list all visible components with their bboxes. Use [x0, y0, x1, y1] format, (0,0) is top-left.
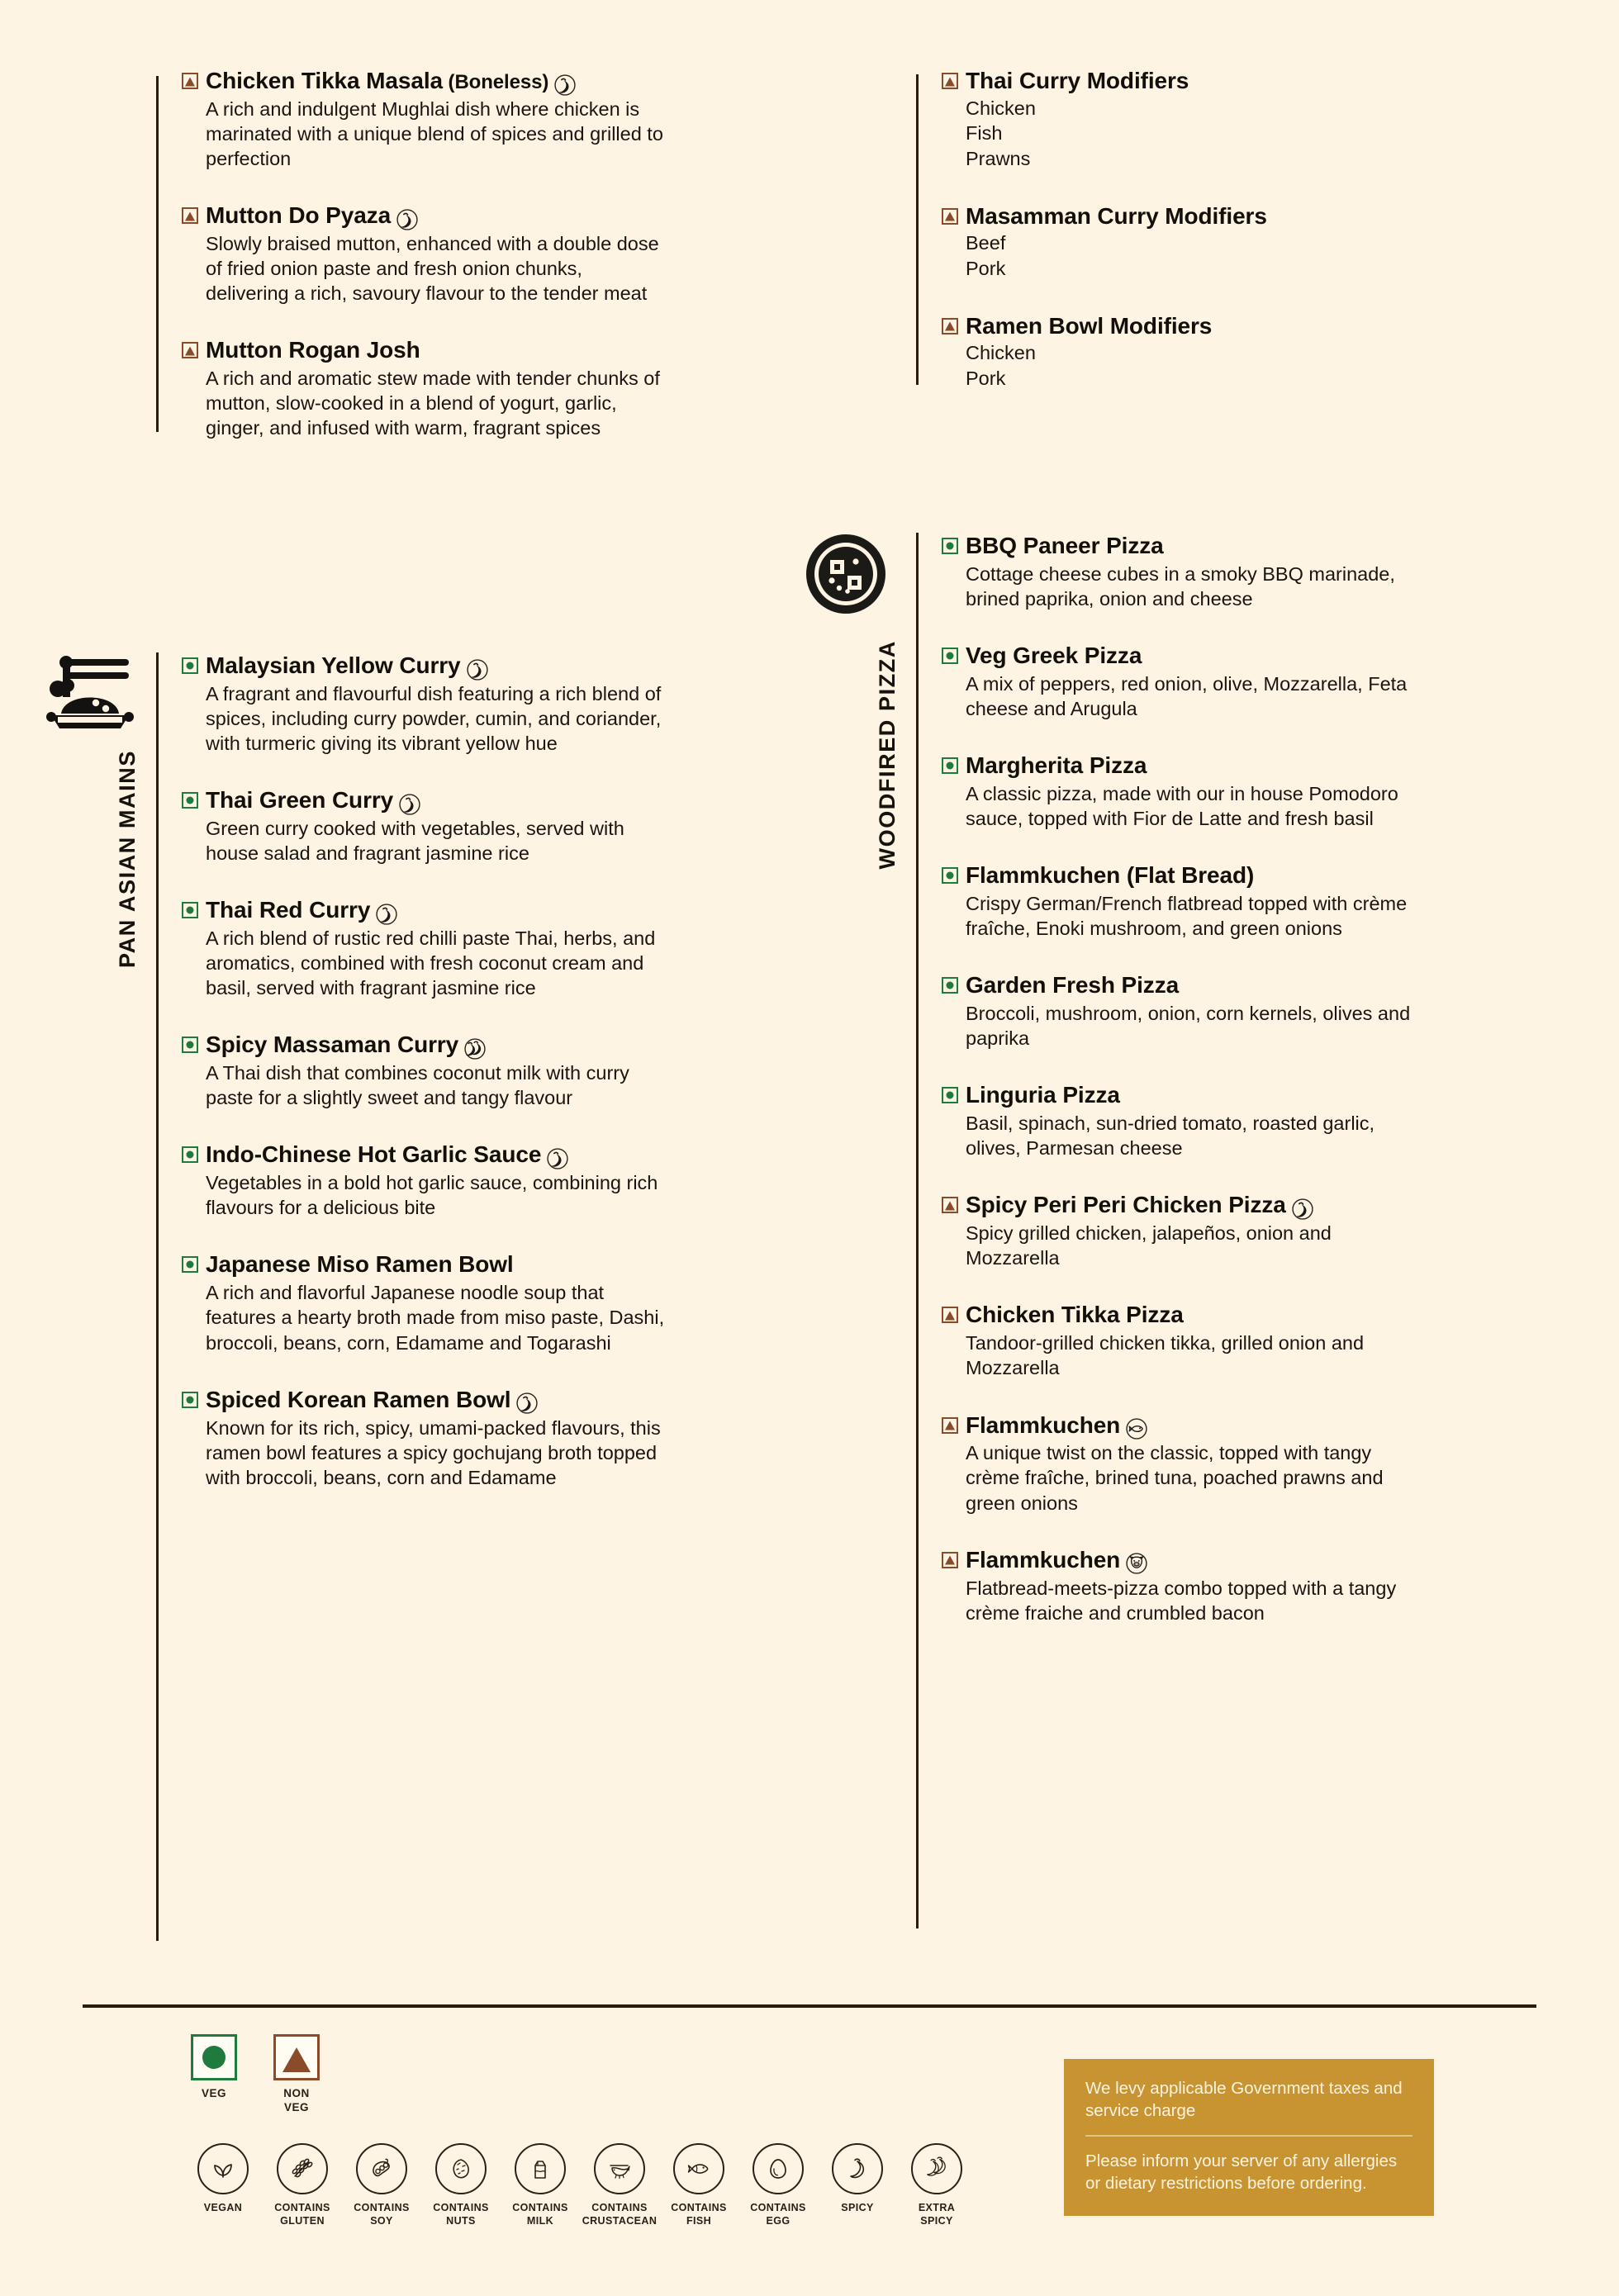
modifier-option: Pork — [966, 368, 1006, 389]
menu-item — [942, 313, 1561, 391]
veg-marker-icon — [182, 902, 198, 918]
menu-item — [942, 533, 1561, 611]
menu-item-description: Tandoor-grilled chicken tikka, grilled onion and Mozzarella — [966, 1332, 1365, 1379]
fish-icon — [673, 2143, 724, 2194]
menu-item-tags — [1126, 1553, 1147, 1574]
north-indian-mains-section — [58, 68, 801, 440]
section-divider — [156, 76, 159, 432]
modifiers-items-list — [919, 68, 1561, 391]
woodfired-pizza-title: WOODFIRED PIZZA — [875, 640, 900, 870]
section-divider — [916, 74, 919, 385]
menu-item-name: Malaysian Yellow Curry — [206, 652, 488, 679]
allergen-legend-label: CONTAINS NUTS — [433, 2202, 489, 2227]
modifier-options — [966, 230, 1561, 281]
menu-item-description: A rich and flavorful Japanese noodle soup that features a hearty broth made from miso paste, Dashi, broccoli, beans, corn, Edamame and Togarashi — [206, 1282, 665, 1354]
menu-item-tags — [547, 1148, 568, 1169]
menu-item — [182, 1251, 801, 1354]
pan-asian-mains-section — [58, 652, 801, 1941]
menu-item — [182, 202, 801, 306]
spicy-chilli-icon — [467, 659, 488, 681]
diet-legend-item — [271, 2034, 322, 2115]
veg-legend-icon — [191, 2034, 237, 2080]
veg-marker-icon — [182, 657, 198, 674]
menu-item-tags — [467, 659, 488, 681]
allergen-legend — [183, 2143, 976, 2228]
diet-legend-item — [188, 2034, 240, 2115]
menu-item-tags — [399, 794, 420, 815]
menu-item — [182, 1387, 801, 1490]
menu-item-description: A unique twist on the classic, topped with tangy crème fraîche, brined tuna, poached prawns and green onions — [966, 1442, 1384, 1514]
pan-asian-mains-title: PAN ASIAN MAINS — [115, 750, 140, 969]
menu-item — [942, 752, 1561, 831]
menu-item-name: Spicy Massaman Curry — [206, 1032, 486, 1058]
menu-item-description: Flatbread-meets-pizza combo topped with a tangy crème fraiche and crumbled bacon — [966, 1577, 1397, 1624]
non-veg-marker-icon — [182, 73, 198, 89]
menu-item-description: Green curry cooked with vegetables, served with house salad and fragrant jasmine rice — [206, 818, 624, 865]
section-rail — [818, 68, 919, 391]
menu-item-description: Cottage cheese cubes in a smoky BBQ marinade, brined paprika, onion and cheese — [966, 562, 1395, 610]
menu-item-description: A classic pizza, made with our in house Pomodoro sauce, topped with Fior de Latte and fresh basil — [966, 783, 1398, 830]
modifier-option: Fish — [966, 122, 1003, 145]
menu-item — [942, 203, 1561, 282]
modifier-option: Beef — [966, 232, 1006, 254]
allergen-legend-item — [659, 2143, 738, 2228]
non-veg-legend-icon — [273, 2034, 320, 2080]
section-rail — [58, 652, 159, 1941]
leaf-icon — [197, 2143, 249, 2194]
allergen-legend-label: SPICY — [841, 2202, 874, 2213]
menu-item-tags — [464, 1038, 486, 1060]
modifier-option: Chicken — [966, 97, 1036, 119]
menu-item-name: Thai Red Curry — [206, 897, 397, 923]
modifier-option: Prawns — [966, 148, 1031, 169]
non-veg-marker-icon — [942, 318, 958, 334]
non-veg-marker-icon — [942, 1197, 958, 1213]
diet-legend — [188, 2034, 322, 2115]
menu-item-description: A mix of peppers, red onion, olive, Mozzarella, Feta cheese and Arugula — [966, 672, 1408, 720]
contains-pork-icon — [1126, 1553, 1147, 1574]
non-veg-marker-icon — [942, 1552, 958, 1568]
menu-item-name: Garden Fresh Pizza — [966, 972, 1180, 999]
menu-item-name: Chicken Tikka Masala (Boneless) — [206, 68, 576, 94]
woodfired-pizza-section — [818, 533, 1561, 1928]
shrimp-icon — [594, 2143, 645, 2194]
menu-item-name: Thai Curry Modifiers — [966, 68, 1189, 93]
allergen-legend-item — [738, 2143, 818, 2228]
allergen-legend-label: CONTAINS GLUTEN — [274, 2202, 330, 2227]
menu-item-description: A fragrant and flavourful dish featuring a rich blend of spices, including curry powder, cumin, and coriander, with turmeric giving its vibrant yellow hue — [206, 682, 662, 755]
non-veg-marker-icon — [182, 342, 198, 358]
diet-legend-label: NON VEG — [283, 2087, 310, 2113]
spicy-chilli-icon — [1292, 1198, 1313, 1220]
menu-item-description: Slowly braised mutton, enhanced with a double dose of fried onion paste and fresh onion chunks, delivering a rich, savoury flavour to the tender meat — [206, 233, 659, 305]
modifier-option: Chicken — [966, 342, 1036, 364]
menu-item-description: A rich and indulgent Mughlai dish where chicken is marinated with a unique blend of spices and grilled to perfection — [206, 97, 663, 170]
menu-item-description: Known for its rich, spicy, umami-packed flavours, this ramen bowl features a spicy gochujang broth topped with broccoli, beans, corn and Edamame — [206, 1416, 661, 1488]
menu-item-name: Ramen Bowl Modifiers — [966, 312, 1213, 339]
notice-separator — [1085, 2135, 1412, 2137]
spicy-chilli-icon — [516, 1392, 538, 1414]
menu-item — [182, 1141, 801, 1220]
modifier-options — [966, 96, 1561, 172]
allergen-legend-item — [501, 2143, 580, 2228]
veg-marker-icon — [182, 1037, 198, 1053]
menu-item — [942, 1302, 1561, 1380]
menu-item-name: Spiced Korean Ramen Bowl — [206, 1387, 538, 1413]
menu-item-name: Mutton Rogan Josh — [206, 337, 420, 363]
non-veg-marker-icon — [942, 73, 958, 89]
veg-marker-icon — [942, 648, 958, 664]
pizza-icon — [805, 533, 895, 615]
modifiers-section — [818, 68, 1561, 391]
veg-marker-icon — [942, 1087, 958, 1103]
non-veg-marker-icon — [942, 1307, 958, 1323]
non-veg-marker-icon — [182, 207, 198, 224]
extra-spicy-chilli-icon — [464, 1038, 486, 1060]
section-divider — [916, 533, 919, 1928]
allergen-legend-label: CONTAINS EGG — [750, 2202, 806, 2227]
menu-item-name: Thai Green Curry — [206, 787, 420, 814]
soybean-icon — [356, 2143, 407, 2194]
veg-marker-icon — [942, 538, 958, 554]
section-divider — [156, 652, 159, 1941]
menu-item-description: Broccoli, mushroom, onion, corn kernels, olives and paprika — [966, 1003, 1411, 1050]
menu-item-name: Chicken Tikka Pizza — [966, 1302, 1184, 1328]
chilli-icon — [832, 2143, 883, 2194]
allergen-legend-item — [342, 2143, 421, 2228]
veg-marker-icon — [942, 757, 958, 774]
menu-item-description: A rich blend of rustic red chilli paste Thai, herbs, and aromatics, combined with fresh coconut cream and basil, served with fragrant jasmine rice — [206, 927, 656, 999]
almond-icon — [435, 2143, 487, 2194]
veg-marker-icon — [942, 977, 958, 994]
veg-marker-icon — [182, 1146, 198, 1163]
menu-item-description: Spicy grilled chicken, jalapeños, onion and Mozzarella — [966, 1222, 1332, 1269]
spicy-chilli-icon — [547, 1148, 568, 1169]
double-chilli-icon — [911, 2143, 962, 2194]
allergen-legend-item — [580, 2143, 659, 2228]
menu-item — [182, 652, 801, 756]
section-rail — [58, 68, 159, 440]
menu-item-description: Basil, spinach, sun-dried tomato, roasted garlic, olives, Parmesan cheese — [966, 1112, 1375, 1160]
menu-item-name: Veg Greek Pizza — [966, 643, 1142, 669]
allergen-legend-item — [421, 2143, 501, 2228]
menu-item-name: Spicy Peri Peri Chicken Pizza — [966, 1192, 1313, 1218]
menu-item-description: A rich and aromatic stew made with tender chunks of mutton, slow-cooked in a blend of yogurt, garlic, ginger, and infused with warm, fragrant spices — [206, 368, 660, 439]
menu-item-name: Mutton Do Pyaza — [206, 202, 418, 229]
spicy-chilli-icon — [554, 74, 576, 96]
asian-bowl-chopsticks-icon — [45, 652, 135, 735]
menu-item-tags — [1292, 1198, 1313, 1220]
menu-item-name: BBQ Paneer Pizza — [966, 533, 1164, 558]
menu-item-name: Linguria Pizza — [966, 1082, 1120, 1108]
menu-item — [942, 862, 1561, 941]
allergen-legend-label: CONTAINS MILK — [512, 2202, 568, 2227]
menu-item — [942, 68, 1561, 172]
menu-item-name: Flammkuchen (Flat Bread) — [966, 862, 1255, 889]
menu-item — [942, 972, 1561, 1051]
menu-item-name: Flammkuchen — [966, 1412, 1147, 1439]
spicy-chilli-icon — [376, 904, 397, 925]
allergen-legend-label: CONTAINS SOY — [354, 2202, 410, 2227]
milk-carton-icon — [515, 2143, 566, 2194]
modifier-option: Pork — [966, 258, 1006, 279]
menu-item — [182, 68, 801, 171]
allergen-legend-item — [818, 2143, 897, 2228]
notice-box — [1064, 2059, 1434, 2216]
menu-item-description: A Thai dish that combines coconut milk with curry paste for a slightly sweet and tangy flavour — [206, 1062, 629, 1109]
pizza-items-list — [919, 533, 1561, 1928]
menu-item-tags — [1126, 1418, 1147, 1440]
veg-marker-icon — [182, 1256, 198, 1273]
menu-item — [182, 897, 801, 1000]
non-veg-marker-icon — [942, 208, 958, 225]
tax-notice-text: We levy applicable Government taxes and service charge — [1085, 2079, 1403, 2121]
veg-marker-icon — [182, 792, 198, 809]
menu-item — [942, 1547, 1561, 1625]
allergen-legend-label: VEGAN — [203, 2202, 243, 2213]
spicy-chilli-icon — [396, 209, 418, 230]
allergen-legend-label: CONTAINS CRUSTACEAN — [582, 2202, 658, 2227]
diet-legend-label: VEG — [201, 2087, 226, 2099]
menu-item — [182, 787, 801, 866]
spicy-chilli-icon — [399, 794, 420, 815]
menu-item-description: Crispy German/French flatbread topped with crème fraîche, Enoki mushroom, and green onions — [966, 893, 1408, 940]
menu-item-tags — [516, 1392, 538, 1414]
veg-marker-icon — [942, 867, 958, 884]
menu-item-tags — [376, 904, 397, 925]
allergen-legend-item — [263, 2143, 342, 2228]
menu-item-name: Masamman Curry Modifiers — [966, 202, 1267, 229]
section-rail — [818, 533, 919, 1928]
egg-icon — [753, 2143, 804, 2194]
menu-item — [942, 1412, 1561, 1516]
menu-item — [942, 1192, 1561, 1270]
menu-item-description: Vegetables in a bold hot garlic sauce, combining rich flavours for a delicious bite — [206, 1172, 658, 1219]
veg-marker-icon — [182, 1392, 198, 1408]
wheat-icon — [277, 2143, 328, 2194]
allergen-legend-item — [183, 2143, 263, 2228]
allergy-notice-text: Please inform your server of any allergies or dietary restrictions before ordering. — [1085, 2151, 1398, 2193]
menu-item — [182, 1032, 801, 1110]
modifier-options — [966, 340, 1561, 391]
menu-item — [182, 337, 801, 440]
menu-item-name: Flammkuchen — [966, 1547, 1147, 1573]
pan-asian-items-list — [159, 652, 801, 1941]
allergen-legend-label: CONTAINS FISH — [671, 2202, 727, 2227]
contains-fish-icon — [1126, 1418, 1147, 1440]
menu-item-name: Japanese Miso Ramen Bowl — [206, 1251, 514, 1278]
allergen-legend-label: EXTRA SPICY — [918, 2202, 956, 2227]
menu-item-tags — [554, 74, 576, 96]
menu-item-tags — [396, 209, 418, 230]
non-veg-marker-icon — [942, 1417, 958, 1434]
menu-item-name-suffix: (Boneless) — [442, 71, 549, 93]
allergen-legend-item — [897, 2143, 976, 2228]
menu-item-name: Indo-Chinese Hot Garlic Sauce — [206, 1141, 568, 1168]
menu-item — [942, 643, 1561, 721]
north-indian-items-list — [159, 68, 801, 440]
menu-item — [942, 1082, 1561, 1160]
menu-item-name: Margherita Pizza — [966, 752, 1147, 779]
footer-divider — [83, 2004, 1536, 2008]
